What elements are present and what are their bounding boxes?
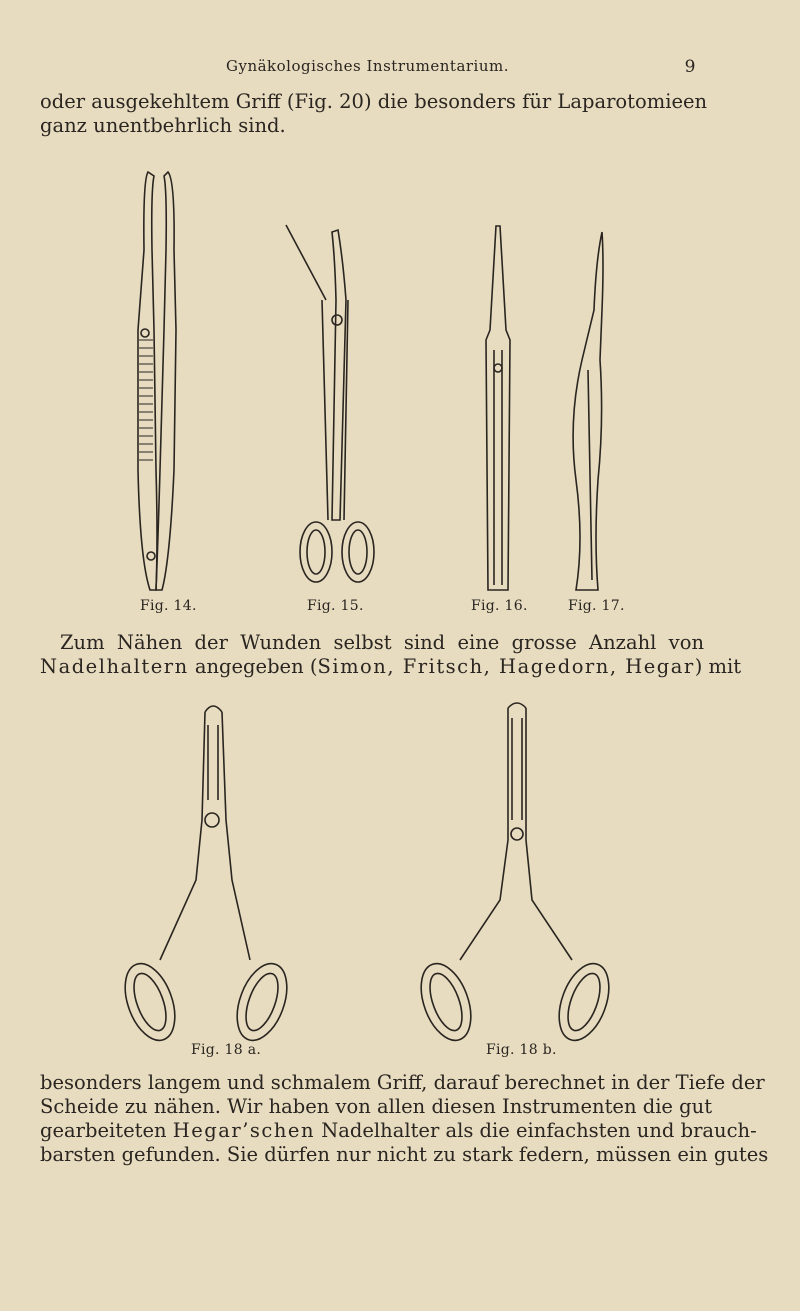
text-run: gearbeiteten (40, 1119, 173, 1142)
sound-illustration (486, 226, 510, 590)
text-run: ) mit (694, 655, 742, 678)
paragraph-line: besonders langem und schmalem Griff, darauf berechnet in der Tiefe der (40, 1071, 765, 1094)
paragraph-needle-holders (40, 631, 742, 679)
paragraph-line (40, 1119, 757, 1143)
paragraph-line: Scheide zu nähen. Wir haben von allen diesen Instrumenten die gut (40, 1095, 713, 1118)
caption-fig18a: Fig. 18 a. (191, 1042, 262, 1058)
paragraph-line: oder ausgekehltem Griff (Fig. 20) die besonders für Laparotomieen (40, 90, 708, 113)
text-run: Nadelhalter als die einfachsten und brauch- (315, 1119, 757, 1142)
paragraph-line: ganz unentbehrlich sind. (40, 114, 286, 137)
term-hegarschen: Hegar’schen (172, 1119, 316, 1142)
caption-fig18b: Fig. 18 b. (486, 1042, 557, 1058)
author-names: Simon, Fritsch, Hagedorn, Hegar (317, 655, 695, 678)
paragraph-line (40, 655, 742, 679)
needle-holder-a-illustration (116, 706, 297, 1047)
paragraph-line: Zum Nähen der Wunden selbst sind eine grosse Anzahl von (60, 631, 704, 654)
term-nadelhaltern: Nadelhaltern (40, 655, 189, 678)
caption-fig16: Fig. 16. (471, 598, 528, 614)
header-title: Gynäkologisches Instrumentarium. (226, 57, 510, 75)
scissors-illustration (286, 225, 374, 582)
scalpel-illustration (573, 232, 603, 590)
needle-holder-b-illustration (412, 703, 619, 1047)
text-run: angegeben ( (188, 655, 318, 678)
page-number: 9 (684, 57, 696, 77)
caption-fig15: Fig. 15. (307, 598, 364, 614)
paragraph-description (40, 1071, 769, 1167)
forceps-illustration (138, 172, 176, 590)
caption-fig14: Fig. 14. (140, 598, 197, 614)
paragraph-line: barsten gefunden. Sie dürfen nur nicht zu stark federn, müssen ein gutes (40, 1143, 769, 1166)
caption-fig17: Fig. 17. (568, 598, 625, 614)
